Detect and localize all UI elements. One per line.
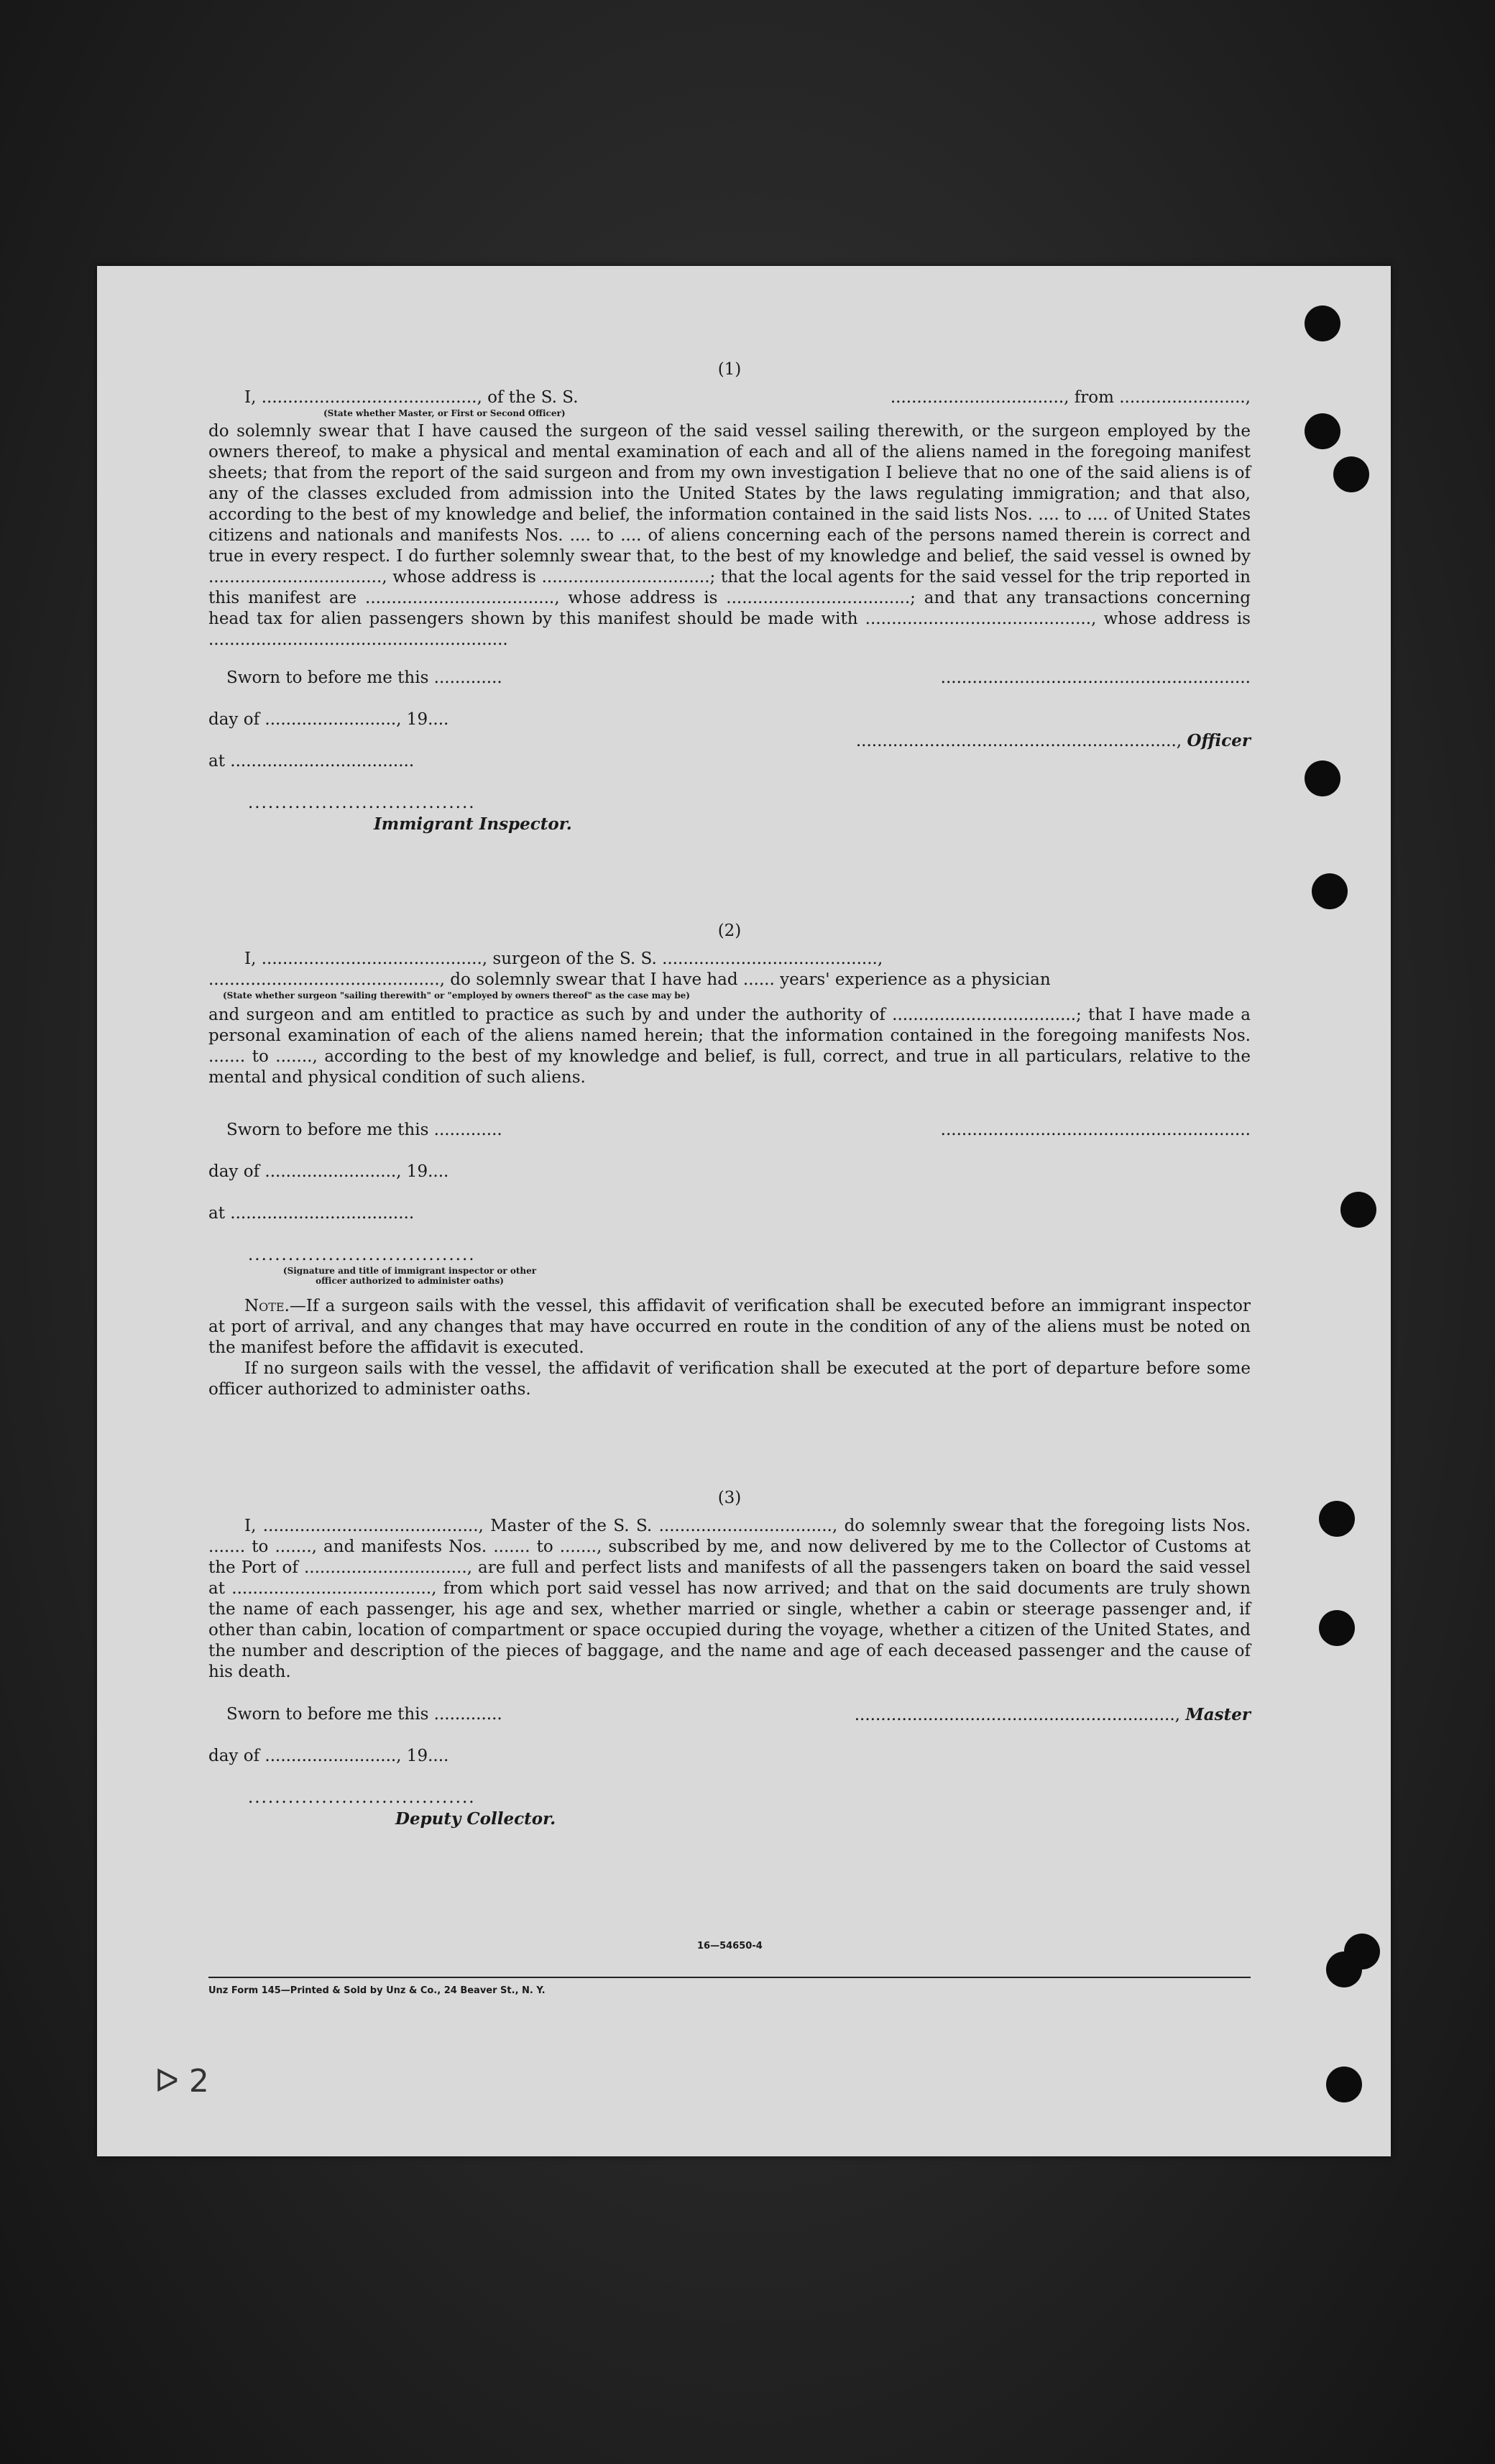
section-3-day-line: day of ........................., 19.... bbox=[208, 1747, 449, 1765]
section-3-collector-signature-line: .................................. bbox=[248, 1788, 476, 1807]
section-3-master-title: Master bbox=[1185, 1705, 1251, 1724]
section-2-note-1-text: —If a surgeon sails with the vessel, this affidavit of verification shall be executed before an immigrant inspector at port of arrival, and any changes that may have occurred en route in the condition of any of the aliens must be noted on the manifest before the affidavit is executed. bbox=[208, 1297, 1251, 1357]
section-2-caption: (State whether surgeon "sailing therewith" or "employed by owners thereof" as the case may be) bbox=[223, 990, 690, 1001]
section-1-officer-title: Officer bbox=[1187, 731, 1251, 750]
section-3-number: (3) bbox=[717, 1489, 742, 1507]
section-1-at-line: at ................................... bbox=[208, 752, 415, 771]
section-3-sworn-line: Sworn to before me this ............. bbox=[226, 1705, 502, 1724]
punch-hole bbox=[1326, 1952, 1362, 1987]
printer-imprint: Unz Form 145—Printed & Sold by Unz & Co., 24 Beaver St., N. Y. bbox=[208, 1985, 546, 1996]
section-2-day-line: day of ........................., 19.... bbox=[208, 1162, 449, 1181]
punch-hole bbox=[1340, 1192, 1376, 1228]
section-2-oath-text: and surgeon and am entitled to practice as such by and under the authority of ...................................; that I have made a personal examination of each of the aliens named herein; that the information contained in the foregoing manifests Nos. ....... to ......., according to the best of my knowledge and belief, is full, correct, and true in all particulars, relative to the mental and physical condition of such aliens. bbox=[208, 1006, 1251, 1087]
section-2-surgeon-signature-line: ........................................................... bbox=[940, 1121, 1251, 1139]
section-1-officer-signature-line-1: ........................................................... bbox=[940, 668, 1251, 687]
section-1-inspector-signature-line: .................................. bbox=[248, 794, 476, 812]
section-2-surgeon-line: I, .........................................., surgeon of the S. S. ........................................., bbox=[244, 950, 883, 968]
form-number: 16—54650-4 bbox=[697, 1941, 763, 1952]
punch-hole bbox=[1305, 305, 1340, 341]
punch-hole bbox=[1312, 873, 1348, 909]
section-2-note-label: Note. bbox=[244, 1297, 290, 1315]
section-3-master-dots: ............................................................., bbox=[854, 1706, 1186, 1724]
section-2-at-line: at ................................... bbox=[208, 1204, 415, 1223]
punch-hole bbox=[1319, 1501, 1355, 1537]
section-1-oath-text: do solemnly swear that I have caused the surgeon of the said vessel sailing therewith, or the surgeon employed by the owners thereof, to make a physical and mental examination of each and all of the aliens named in the foregoing manifest sheets; that from the report of the said surgeon and from my own investigation I believe that no one of the said aliens is of any of the classes excluded from admission into the United States by the laws regulating immigration; and that also, according to the best of my knowledge and belief, the information contained in the said lists Nos. .... to .... of United States citizens and nationals and manifests Nos. .... to .... of aliens concerning each of the persons named therein is correct and true in every respect. I do further solemnly swear that, to the best of my knowledge and belief, the said vessel is owned by ................................., whose address is ................................; that the local agents for the said vessel for the trip reported in this manifest are ...................................., whose address is ...................................; and that any transactions concerning head tax for alien passengers shown by this manifest should be made with ..........................................., whose address is ......................................................... bbox=[208, 422, 1251, 649]
section-2-sworn-line: Sworn to before me this ............. bbox=[226, 1121, 502, 1139]
section-1-opening-line bbox=[208, 387, 1251, 408]
section-1-sworn-line: Sworn to before me this ............. bbox=[226, 668, 502, 687]
section-2-number: (2) bbox=[717, 921, 742, 940]
section-1-master-blank: I, ........................................., of the S. S. bbox=[244, 388, 579, 407]
section-3-master-signature-line bbox=[798, 1704, 1251, 1726]
section-1-from-blank: ................................., from ........................, bbox=[890, 388, 1251, 407]
section-2-note-1 bbox=[208, 1296, 1251, 1359]
section-3-collector-title: Deputy Collector. bbox=[395, 1809, 556, 1829]
footer-divider bbox=[208, 1977, 1251, 1978]
section-2-signature-caption: (Signature and title of immigrant inspector or other officer authorized to administer oaths) bbox=[282, 1266, 537, 1286]
section-1-day-line: day of ........................., 19.... bbox=[208, 710, 449, 729]
section-1-number: (1) bbox=[717, 360, 742, 379]
section-2-note-2: If no surgeon sails with the vessel, the affidavit of verification shall be executed at the port of departure before some officer authorized to administer oaths. bbox=[208, 1359, 1251, 1399]
punch-hole bbox=[1326, 2067, 1362, 2102]
section-1-inspector-title: Immigrant Inspector. bbox=[374, 814, 572, 834]
affidavit-content bbox=[208, 359, 1251, 1829]
section-2-experience-line: ............................................, do solemnly swear that I have had ...... years' experience as a physician bbox=[208, 970, 1051, 989]
section-3-oath-text: I, ........................................., Master of the S. S. ................................., do solemnly swear that the foregoing lists Nos. ....... to ......., and manifests Nos. ....... to ......., subscribed by me, and now delivered by me to the Collector of Customs at the Port of ..............................., are full and perfect lists and manifests of all the passengers taken on board the said vessel at ......................................, from which port said vessel has now arrived; and that on the said documents are truly shown the name of each passenger, his age and sex, whether married or single, whether a cabin or steerage passenger and, if other than cabin, location of compartment or space occupied during the voyage, whether a citizen of the United States, and the number and description of the pieces of baggage, and the name and age of each deceased passenger and the cause of his death. bbox=[208, 1517, 1251, 1681]
punch-hole bbox=[1305, 413, 1340, 449]
section-1-officer-signature-line-2 bbox=[798, 730, 1251, 752]
section-1-officer-dots: ............................................................., bbox=[855, 732, 1187, 750]
punch-hole bbox=[1333, 456, 1369, 492]
section-1-caption: (State whether Master, or First or Second Officer) bbox=[323, 408, 566, 418]
section-2-signature-line: .................................. bbox=[248, 1246, 476, 1264]
punch-hole bbox=[1305, 760, 1340, 796]
handwritten-mark: ᐅ 2 bbox=[155, 2063, 209, 2100]
punch-hole bbox=[1319, 1610, 1355, 1646]
